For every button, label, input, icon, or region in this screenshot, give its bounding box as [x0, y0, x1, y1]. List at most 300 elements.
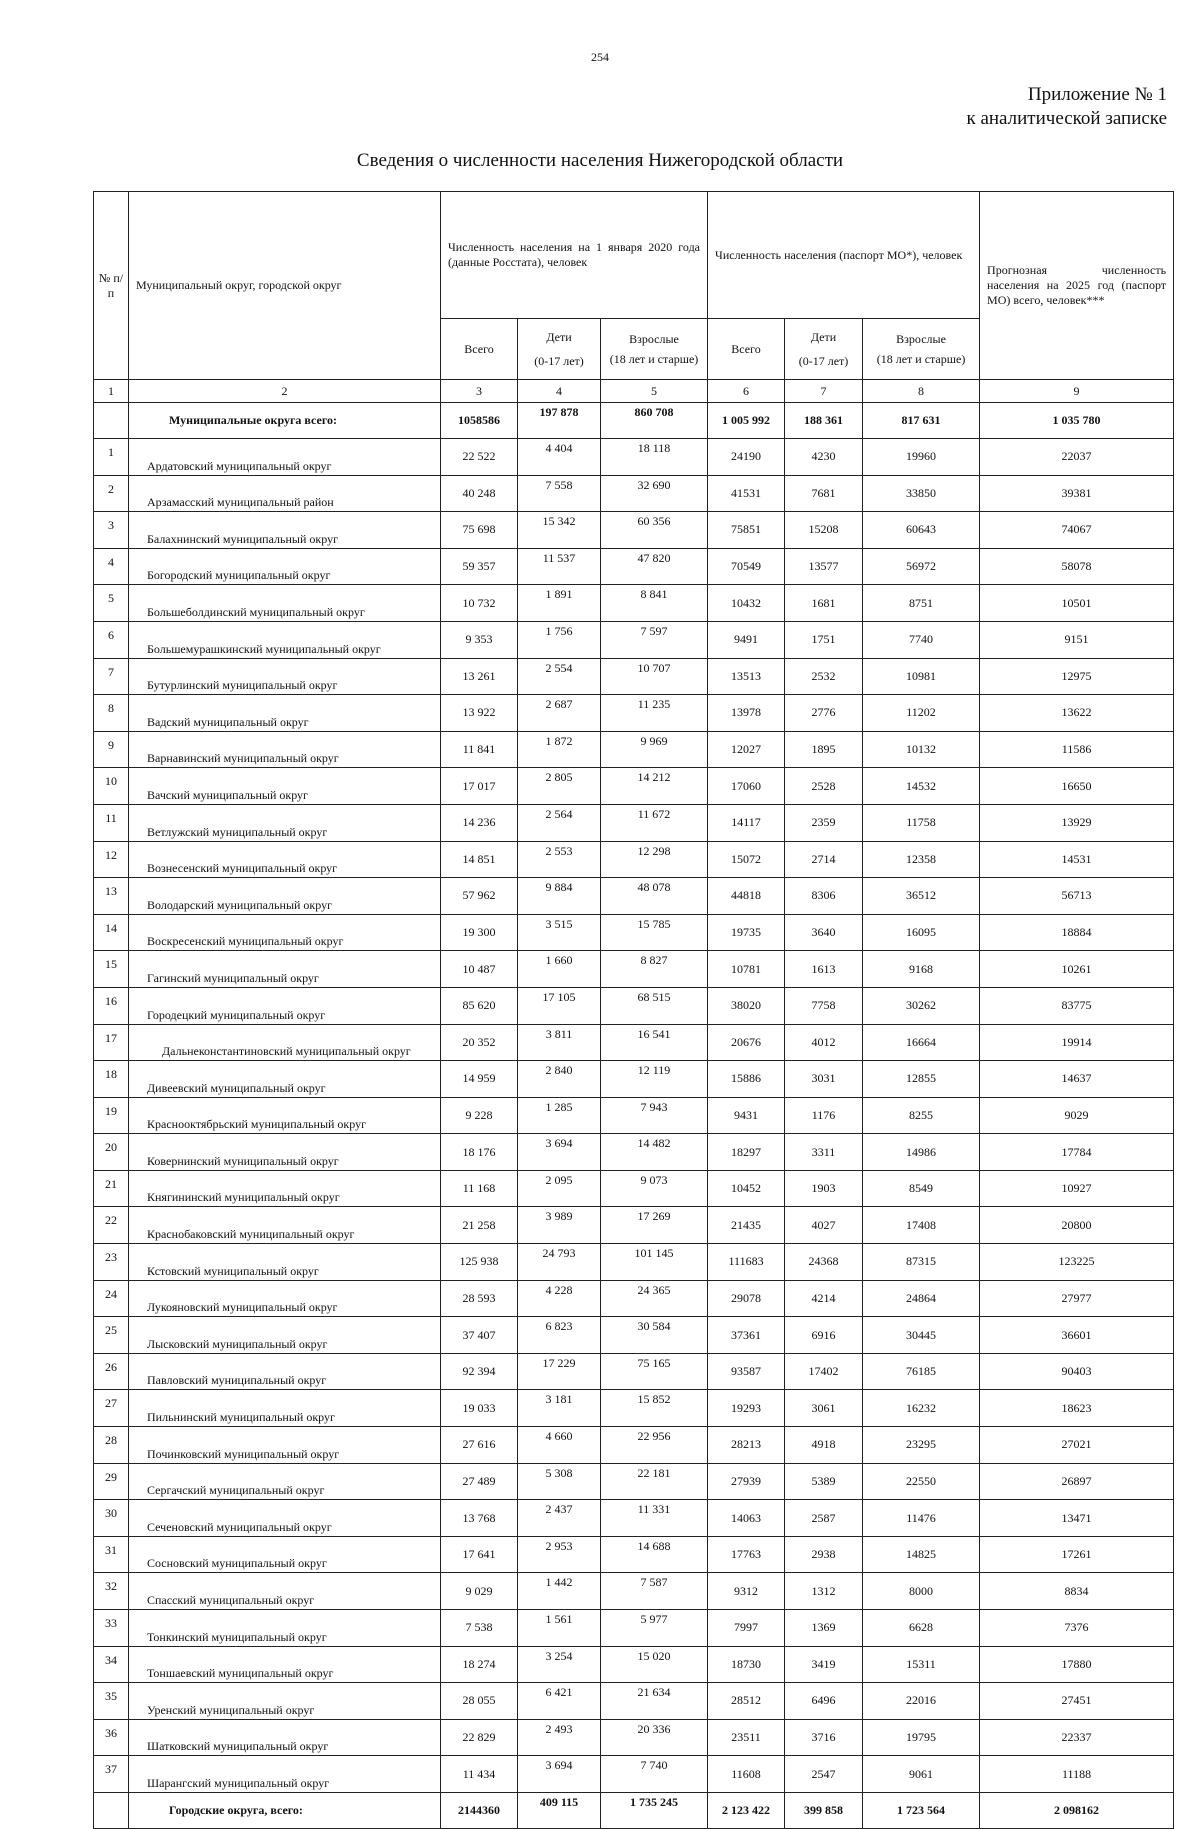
value-cell: 14063: [708, 1500, 785, 1537]
table-row: [94, 841, 1174, 878]
value-cell: 10 707: [601, 658, 708, 695]
value-cell: 13 922: [441, 695, 518, 732]
value-cell: 15208: [785, 512, 863, 549]
value-cell: 20 336: [601, 1719, 708, 1756]
value-cell: 29078: [708, 1280, 785, 1317]
table-row: [94, 804, 1174, 841]
table-row: [94, 951, 1174, 988]
total-value-cell: 1058586: [441, 403, 518, 439]
municipality-name: Балахнинский муниципальный округ: [129, 512, 441, 549]
value-cell: 2938: [785, 1536, 863, 1573]
value-cell: 3 694: [518, 1756, 601, 1793]
value-cell: 1312: [785, 1573, 863, 1610]
appendix-line-1: Приложение № 1: [1027, 84, 1167, 105]
value-cell: 12855: [863, 1061, 980, 1098]
row-number: 31: [94, 1536, 129, 1573]
value-cell: 22037: [980, 439, 1174, 476]
value-cell: 56713: [980, 878, 1174, 915]
table-row: [94, 475, 1174, 512]
value-cell: 3 811: [518, 1024, 601, 1061]
municipality-name: Ветлужский муниципальный округ: [129, 804, 441, 841]
value-cell: 59 357: [441, 548, 518, 585]
row-number: 17: [94, 1024, 129, 1061]
total-value-cell: 188 361: [785, 403, 863, 439]
value-cell: 90403: [980, 1353, 1174, 1390]
value-cell: 16232: [863, 1390, 980, 1427]
value-cell: 17763: [708, 1536, 785, 1573]
column-number: 4: [518, 380, 601, 403]
value-cell: 10981: [863, 658, 980, 695]
value-cell: 24368: [785, 1244, 863, 1281]
header-adults-2020: Взрослые (18 лет и старше): [601, 319, 708, 380]
value-cell: 57 962: [441, 878, 518, 915]
total-value-cell: 860 708: [601, 403, 708, 439]
column-number: 7: [785, 380, 863, 403]
row-number: 15: [94, 951, 129, 988]
table-row: [94, 1427, 1174, 1464]
value-cell: 14 959: [441, 1061, 518, 1098]
column-number: 9: [980, 380, 1174, 403]
row-number: 36: [94, 1719, 129, 1756]
value-cell: 19735: [708, 914, 785, 951]
value-cell: 4012: [785, 1024, 863, 1061]
table-row: [94, 914, 1174, 951]
value-cell: 11476: [863, 1500, 980, 1537]
value-cell: 1751: [785, 621, 863, 658]
value-cell: 10132: [863, 731, 980, 768]
row-number: 18: [94, 1061, 129, 1098]
value-cell: 17 017: [441, 768, 518, 805]
value-cell: 18 118: [601, 439, 708, 476]
value-cell: 13978: [708, 695, 785, 732]
value-cell: 9151: [980, 621, 1174, 658]
value-cell: 92 394: [441, 1353, 518, 1390]
table-row: [94, 1170, 1174, 1207]
municipality-name: Гагинский муниципальный округ: [129, 951, 441, 988]
value-cell: 16095: [863, 914, 980, 951]
value-cell: 17060: [708, 768, 785, 805]
value-cell: 9061: [863, 1756, 980, 1793]
value-cell: 22 181: [601, 1463, 708, 1500]
value-cell: 7 597: [601, 621, 708, 658]
row-number: 28: [94, 1427, 129, 1464]
row-number: 16: [94, 987, 129, 1024]
municipality-name: Сосновский муниципальный округ: [129, 1536, 441, 1573]
table-body: [94, 403, 1174, 1829]
value-cell: 5 308: [518, 1463, 601, 1500]
value-cell: 1 756: [518, 621, 601, 658]
municipality-name: Большеболдинский муниципальный округ: [129, 585, 441, 622]
row-number: 4: [94, 548, 129, 585]
row-number: 32: [94, 1573, 129, 1610]
value-cell: 28 593: [441, 1280, 518, 1317]
value-cell: 10261: [980, 951, 1174, 988]
row-number: 34: [94, 1646, 129, 1683]
value-cell: 30 584: [601, 1317, 708, 1354]
value-cell: 11 434: [441, 1756, 518, 1793]
value-cell: 27 489: [441, 1463, 518, 1500]
column-number: 2: [129, 380, 441, 403]
row-number: 24: [94, 1280, 129, 1317]
value-cell: 28213: [708, 1427, 785, 1464]
value-cell: 4 660: [518, 1427, 601, 1464]
table-row: [94, 695, 1174, 732]
value-cell: 1903: [785, 1170, 863, 1207]
value-cell: 7 943: [601, 1097, 708, 1134]
total-label: Городские округа, всего:: [129, 1792, 441, 1828]
value-cell: 14986: [863, 1134, 980, 1171]
value-cell: 15311: [863, 1646, 980, 1683]
total-value-cell: 1 035 780: [980, 403, 1174, 439]
value-cell: 12 119: [601, 1061, 708, 1098]
value-cell: 27977: [980, 1280, 1174, 1317]
column-number: 3: [441, 380, 518, 403]
row-number: 6: [94, 621, 129, 658]
row-number: 8: [94, 695, 129, 732]
row-number: 11: [94, 804, 129, 841]
value-cell: 18623: [980, 1390, 1174, 1427]
value-cell: 2 553: [518, 841, 601, 878]
row-number: 5: [94, 585, 129, 622]
value-cell: 17 269: [601, 1207, 708, 1244]
value-cell: 17 641: [441, 1536, 518, 1573]
header-passport-group: Численность населения (паспорт МО*), человек: [708, 192, 980, 319]
row-number: 13: [94, 878, 129, 915]
value-cell: 14825: [863, 1536, 980, 1573]
row-number: 12: [94, 841, 129, 878]
table-row: [94, 548, 1174, 585]
value-cell: 9029: [980, 1097, 1174, 1134]
value-cell: 9 228: [441, 1097, 518, 1134]
table-row: [94, 878, 1174, 915]
municipality-name: Ардатовский муниципальный округ: [129, 439, 441, 476]
total-value-cell: 399 858: [785, 1792, 863, 1828]
table-row: [94, 658, 1174, 695]
value-cell: 2 805: [518, 768, 601, 805]
value-cell: 2 840: [518, 1061, 601, 1098]
value-cell: 12358: [863, 841, 980, 878]
value-cell: 18884: [980, 914, 1174, 951]
value-cell: 28512: [708, 1683, 785, 1720]
municipality-name: Вознесенский муниципальный округ: [129, 841, 441, 878]
value-cell: 3031: [785, 1061, 863, 1098]
value-cell: 27 616: [441, 1427, 518, 1464]
table-row: [94, 512, 1174, 549]
row-number: 27: [94, 1390, 129, 1427]
value-cell: 101 145: [601, 1244, 708, 1281]
table-row: [94, 1646, 1174, 1683]
municipality-name: Уренский муниципальный округ: [129, 1683, 441, 1720]
value-cell: 11 537: [518, 548, 601, 585]
row-number: 19: [94, 1097, 129, 1134]
value-cell: 11188: [980, 1756, 1174, 1793]
value-cell: 70549: [708, 548, 785, 585]
value-cell: 20 352: [441, 1024, 518, 1061]
table-row: [94, 1573, 1174, 1610]
value-cell: 14117: [708, 804, 785, 841]
value-cell: 14 688: [601, 1536, 708, 1573]
municipality-name: Дальнеконстантиновский муниципальный округ: [129, 1024, 441, 1061]
table-row: [94, 1390, 1174, 1427]
value-cell: 7758: [785, 987, 863, 1024]
value-cell: 75 165: [601, 1353, 708, 1390]
value-cell: 24190: [708, 439, 785, 476]
municipality-name: Павловский муниципальный округ: [129, 1353, 441, 1390]
value-cell: 4027: [785, 1207, 863, 1244]
table-row: [94, 1280, 1174, 1317]
value-cell: 16650: [980, 768, 1174, 805]
row-number: 7: [94, 658, 129, 695]
value-cell: 22016: [863, 1683, 980, 1720]
page-number: 254: [591, 50, 609, 64]
municipality-name: Городецкий муниципальный округ: [129, 987, 441, 1024]
value-cell: 13471: [980, 1500, 1174, 1537]
total-value-cell: 1 735 245: [601, 1792, 708, 1828]
value-cell: 15072: [708, 841, 785, 878]
value-cell: 8834: [980, 1573, 1174, 1610]
value-cell: 19960: [863, 439, 980, 476]
value-cell: 19914: [980, 1024, 1174, 1061]
value-cell: 13513: [708, 658, 785, 695]
row-number: 14: [94, 914, 129, 951]
table-row: [94, 1207, 1174, 1244]
value-cell: 85 620: [441, 987, 518, 1024]
value-cell: 14531: [980, 841, 1174, 878]
municipal-total-row: [94, 403, 1174, 439]
value-cell: 83775: [980, 987, 1174, 1024]
value-cell: 11586: [980, 731, 1174, 768]
value-cell: 38020: [708, 987, 785, 1024]
value-cell: 16664: [863, 1024, 980, 1061]
row-number: 33: [94, 1610, 129, 1647]
row-number: 26: [94, 1353, 129, 1390]
value-cell: 6628: [863, 1610, 980, 1647]
value-cell: 9 073: [601, 1170, 708, 1207]
municipality-name: Дивеевский муниципальный округ: [129, 1061, 441, 1098]
value-cell: 8255: [863, 1097, 980, 1134]
row-number: 9: [94, 731, 129, 768]
value-cell: 12027: [708, 731, 785, 768]
value-cell: 3061: [785, 1390, 863, 1427]
value-cell: 13 768: [441, 1500, 518, 1537]
row-number: 22: [94, 1207, 129, 1244]
total-label: Муниципальные округа всего:: [129, 403, 441, 439]
header-total-2020: Всего: [441, 319, 518, 380]
row-number: 20: [94, 1134, 129, 1171]
value-cell: 2714: [785, 841, 863, 878]
value-cell: 60643: [863, 512, 980, 549]
table-row: [94, 1353, 1174, 1390]
municipality-name: Краснооктябрьский муниципальный округ: [129, 1097, 441, 1134]
table-row: [94, 1683, 1174, 1720]
municipality-name: Пильнинский муниципальный округ: [129, 1390, 441, 1427]
value-cell: 68 515: [601, 987, 708, 1024]
table-row: [94, 1463, 1174, 1500]
row-number: 3: [94, 512, 129, 549]
value-cell: 13622: [980, 695, 1174, 732]
municipality-name: Ковернинский муниципальный округ: [129, 1134, 441, 1171]
value-cell: 7740: [863, 621, 980, 658]
value-cell: 9312: [708, 1573, 785, 1610]
table-row: [94, 1134, 1174, 1171]
value-cell: 125 938: [441, 1244, 518, 1281]
municipality-name: Кстовский муниципальный округ: [129, 1244, 441, 1281]
value-cell: 1176: [785, 1097, 863, 1134]
value-cell: 1369: [785, 1610, 863, 1647]
total-value-cell: 817 631: [863, 403, 980, 439]
value-cell: 3 694: [518, 1134, 601, 1171]
value-cell: 8306: [785, 878, 863, 915]
value-cell: 9168: [863, 951, 980, 988]
value-cell: 10452: [708, 1170, 785, 1207]
value-cell: 6 421: [518, 1683, 601, 1720]
value-cell: 10 487: [441, 951, 518, 988]
municipality-name: Лысковский муниципальный округ: [129, 1317, 441, 1354]
municipality-name: Бутурлинский муниципальный округ: [129, 658, 441, 695]
value-cell: 8 827: [601, 951, 708, 988]
municipality-name: Краснобаковский муниципальный округ: [129, 1207, 441, 1244]
value-cell: 14 212: [601, 768, 708, 805]
value-cell: 2 687: [518, 695, 601, 732]
value-cell: 14 482: [601, 1134, 708, 1171]
value-cell: 11 672: [601, 804, 708, 841]
table-row: [94, 1024, 1174, 1061]
total-value-cell: 2 123 422: [708, 1792, 785, 1828]
municipality-name: Сеченовский муниципальный округ: [129, 1500, 441, 1537]
value-cell: 22550: [863, 1463, 980, 1500]
value-cell: 21435: [708, 1207, 785, 1244]
value-cell: 8549: [863, 1170, 980, 1207]
value-cell: 3 515: [518, 914, 601, 951]
value-cell: 17 105: [518, 987, 601, 1024]
value-cell: 6916: [785, 1317, 863, 1354]
total-value-cell: 409 115: [518, 1792, 601, 1828]
value-cell: 4918: [785, 1427, 863, 1464]
value-cell: 75851: [708, 512, 785, 549]
header-children-2020: Дети (0-17 лет): [518, 319, 601, 380]
value-cell: 23295: [863, 1427, 980, 1464]
value-cell: 2532: [785, 658, 863, 695]
value-cell: 22 829: [441, 1719, 518, 1756]
table-row: [94, 1610, 1174, 1647]
value-cell: 3 989: [518, 1207, 601, 1244]
value-cell: 17261: [980, 1536, 1174, 1573]
value-cell: 17402: [785, 1353, 863, 1390]
value-cell: 19 300: [441, 914, 518, 951]
header-total-passport: Всего: [708, 319, 785, 380]
value-cell: 3 254: [518, 1646, 601, 1683]
value-cell: 1 891: [518, 585, 601, 622]
value-cell: 76185: [863, 1353, 980, 1390]
value-cell: 2776: [785, 695, 863, 732]
value-cell: 13 261: [441, 658, 518, 695]
value-cell: 1895: [785, 731, 863, 768]
value-cell: 27451: [980, 1683, 1174, 1720]
value-cell: 3419: [785, 1646, 863, 1683]
value-cell: 47 820: [601, 548, 708, 585]
row-number: 10: [94, 768, 129, 805]
value-cell: 3 181: [518, 1390, 601, 1427]
value-cell: 2359: [785, 804, 863, 841]
municipality-name: Воскресенский муниципальный округ: [129, 914, 441, 951]
value-cell: 27021: [980, 1427, 1174, 1464]
value-cell: 15 852: [601, 1390, 708, 1427]
column-number: 5: [601, 380, 708, 403]
value-cell: 9 969: [601, 731, 708, 768]
appendix-note: [966, 83, 1167, 131]
municipality-name: Арзамасский муниципальный район: [129, 475, 441, 512]
value-cell: 11202: [863, 695, 980, 732]
total-value-cell: 2 098162: [980, 1792, 1174, 1828]
header-adults-passport: Взрослые (18 лет и старше): [863, 319, 980, 380]
value-cell: 20676: [708, 1024, 785, 1061]
value-cell: 4 228: [518, 1280, 601, 1317]
document-title: Сведения о численности населения Нижегородской области: [356, 150, 844, 171]
municipality-name: Большемурашкинский муниципальный округ: [129, 621, 441, 658]
value-cell: 5389: [785, 1463, 863, 1500]
value-cell: 11758: [863, 804, 980, 841]
value-cell: 9491: [708, 621, 785, 658]
header-forecast-2025: Прогнозная численность населения на 2025 год (паспорт МО) всего, человек***: [980, 192, 1174, 380]
value-cell: 6496: [785, 1683, 863, 1720]
value-cell: 14 851: [441, 841, 518, 878]
value-cell: 17408: [863, 1207, 980, 1244]
value-cell: 15 020: [601, 1646, 708, 1683]
value-cell: 1 285: [518, 1097, 601, 1134]
value-cell: 36601: [980, 1317, 1174, 1354]
row-number: 21: [94, 1170, 129, 1207]
municipality-name: Лукояновский муниципальный округ: [129, 1280, 441, 1317]
row-number: 1: [94, 439, 129, 476]
total-value-cell: 1 723 564: [863, 1792, 980, 1828]
value-cell: 18297: [708, 1134, 785, 1171]
value-cell: 7 587: [601, 1573, 708, 1610]
value-cell: 24864: [863, 1280, 980, 1317]
table-row: [94, 585, 1174, 622]
value-cell: 2 564: [518, 804, 601, 841]
table-row: [94, 1536, 1174, 1573]
row-number: 37: [94, 1756, 129, 1793]
value-cell: 10501: [980, 585, 1174, 622]
value-cell: 8000: [863, 1573, 980, 1610]
value-cell: 2 493: [518, 1719, 601, 1756]
value-cell: 48 078: [601, 878, 708, 915]
row-number: 23: [94, 1244, 129, 1281]
city-total-row: [94, 1792, 1174, 1828]
total-value-cell: 197 878: [518, 403, 601, 439]
value-cell: 15886: [708, 1061, 785, 1098]
value-cell: 17784: [980, 1134, 1174, 1171]
value-cell: 10927: [980, 1170, 1174, 1207]
value-cell: 1681: [785, 585, 863, 622]
row-number: 25: [94, 1317, 129, 1354]
table-header: [94, 192, 1174, 403]
municipality-name: Тонкинский муниципальный округ: [129, 1610, 441, 1647]
value-cell: 24 365: [601, 1280, 708, 1317]
value-cell: 8 841: [601, 585, 708, 622]
value-cell: 11608: [708, 1756, 785, 1793]
municipality-name: Починковский муниципальный округ: [129, 1427, 441, 1464]
value-cell: 1613: [785, 951, 863, 988]
value-cell: 12 298: [601, 841, 708, 878]
value-cell: 2 953: [518, 1536, 601, 1573]
value-cell: 15 785: [601, 914, 708, 951]
municipality-name: Сергачский муниципальный округ: [129, 1463, 441, 1500]
value-cell: 11 841: [441, 731, 518, 768]
value-cell: 37 407: [441, 1317, 518, 1354]
value-cell: 6 823: [518, 1317, 601, 1354]
row-number-cell: [94, 1792, 129, 1828]
